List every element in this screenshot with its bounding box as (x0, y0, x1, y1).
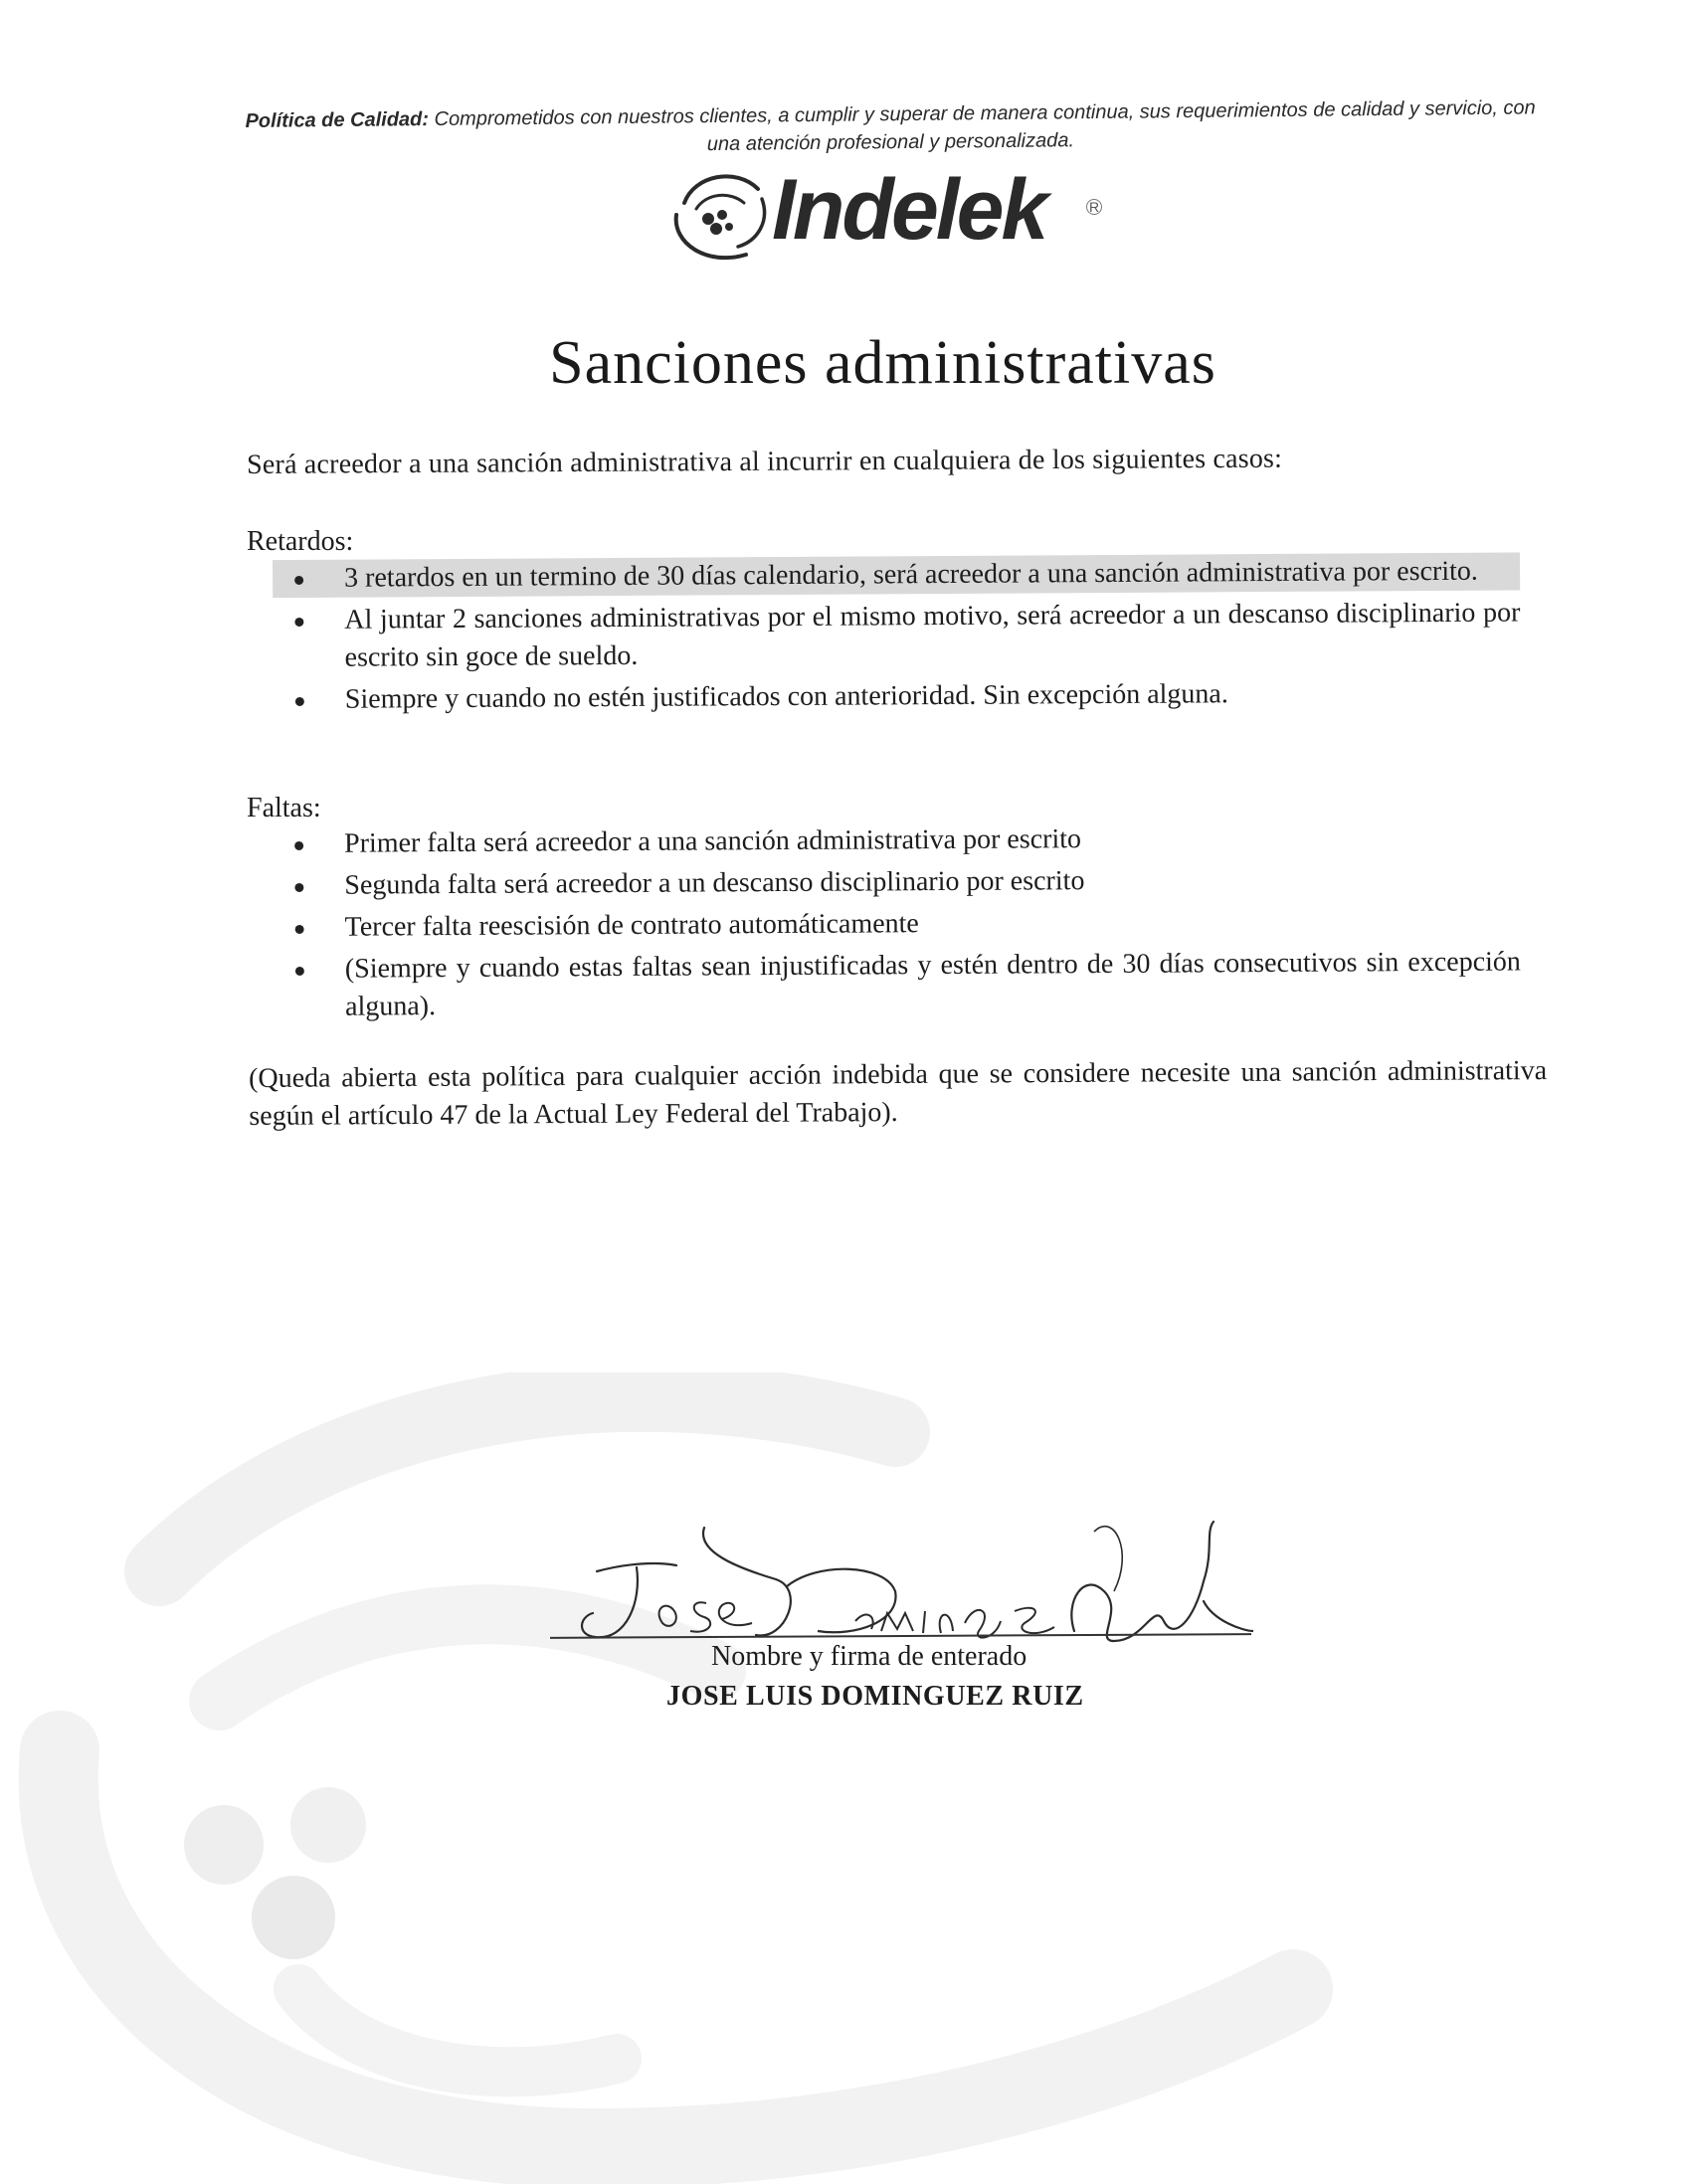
quality-policy-text: Comprometidos con nuestros clientes, a cumplir y superar de manera continua, sus requerimientos de calidad y servicio, con una atención profesional y personalizada. (434, 96, 1536, 156)
signer-name: JOSE LUIS DOMINGUEZ RUIZ (666, 1681, 1084, 1712)
list-item-text: Primer falta será acreedor a una sanción administrativa por escrito (344, 823, 1082, 859)
bullet-icon (294, 883, 303, 892)
section-label-faltas: Faltas: (247, 793, 321, 823)
intro-paragraph: Será acreedor a una sanción administrativa al incurrir en cualquiera de los siguientes casos: (247, 443, 1283, 480)
list-item (294, 818, 1520, 863)
quality-policy-label: Política de Calidad: (245, 108, 430, 132)
list-item (273, 552, 1520, 598)
section-label-retardos: Retardos: (247, 526, 354, 557)
bullet-icon (294, 618, 303, 627)
registered-mark: R (1086, 199, 1102, 215)
list-item (295, 673, 1521, 719)
list-item-text: Tercer falta reescisión de contrato automáticamente (344, 908, 919, 943)
list-item (295, 943, 1521, 1026)
indelek-logo-text: Indelek (772, 162, 1046, 258)
closing-paragraph: (Queda abierta esta política para cualquier acción indebida que se considere necesite una sanción administrativa según el artículo 47 de la Actual Ley Federal del Trabajo). (249, 1055, 1548, 1132)
signature-caption: Nombre y firma de enterado (711, 1641, 1027, 1672)
faltas-list (294, 818, 1521, 1030)
page-title: Sanciones administrativas (549, 329, 1216, 397)
list-item (295, 901, 1521, 947)
list-item (294, 859, 1520, 905)
quality-policy (244, 93, 1538, 163)
retardos-list (294, 552, 1521, 723)
list-item-text: Al juntar 2 sanciones administrativas por el mismo motivo, será acreedor a un descanso disciplinario por escrito sin goce de sueldo. (344, 597, 1521, 673)
indelek-swirl-logo-icon (666, 163, 776, 271)
bullet-icon (295, 925, 304, 934)
bullet-icon (295, 697, 304, 706)
bullet-icon (294, 841, 303, 850)
list-item (294, 594, 1520, 677)
list-item-text: 3 retardos en un termino de 30 días calendario, será acreedor a una sanción administrativa por escrito. (344, 555, 1478, 594)
indelek-logo (666, 159, 1124, 276)
bullet-icon (294, 576, 303, 585)
list-item-text: (Siempre y cuando estas faltas sean injustificadas y estén dentro de 30 días consecutivos sin excepción alguna). (344, 946, 1521, 1022)
list-item-text: Siempre y cuando no estén justificados con anterioridad. Sin excepción alguna. (344, 678, 1228, 715)
bullet-icon (295, 967, 304, 976)
list-item-text: Segunda falta será acreedor a un descanso disciplinario por escrito (344, 865, 1085, 901)
